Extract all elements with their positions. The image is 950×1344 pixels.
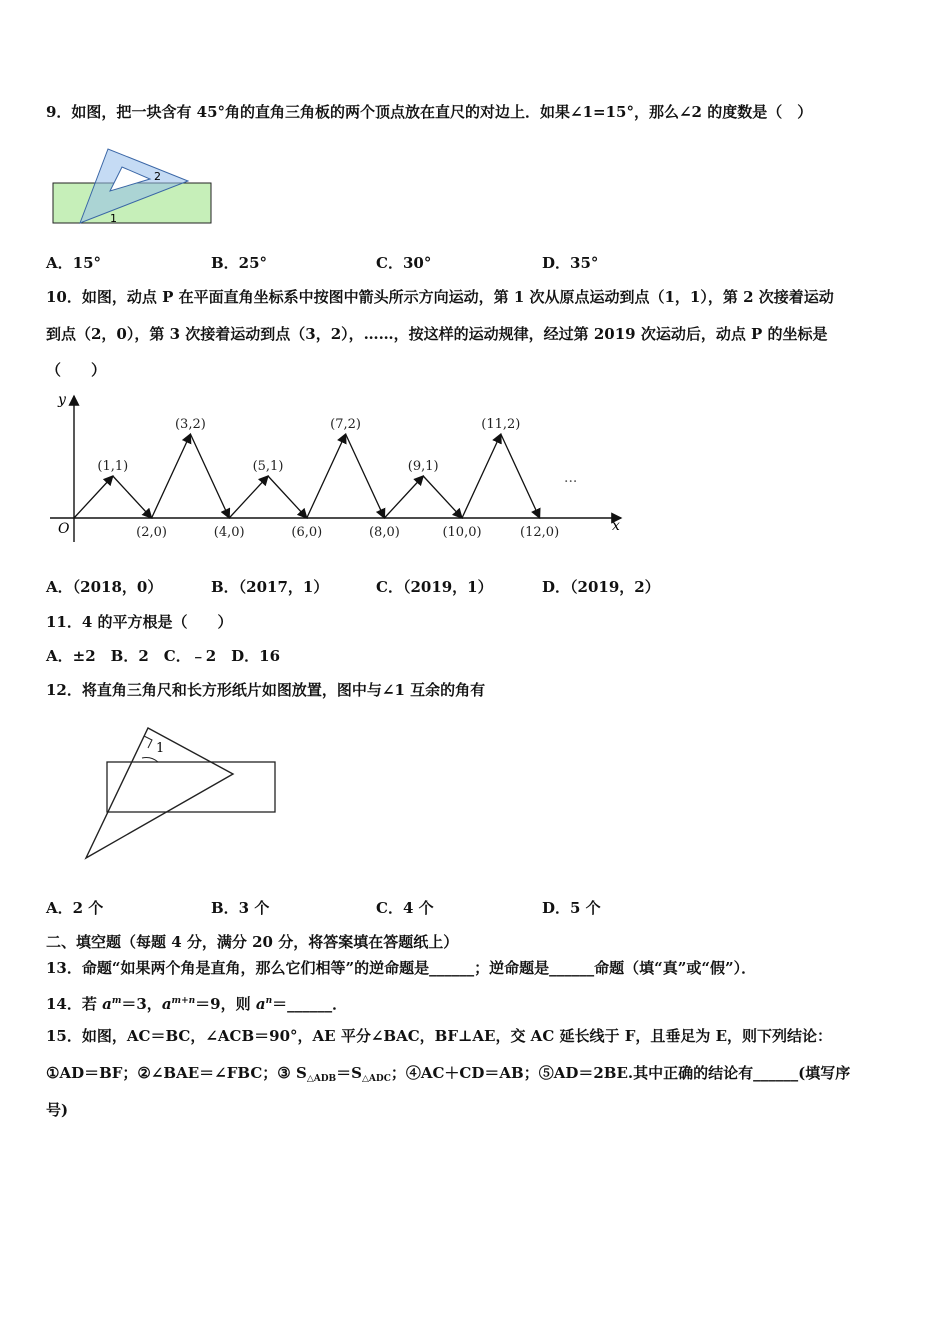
q10-option-a: A．（2018，0） [46,578,163,596]
path-segment-5 [229,476,268,518]
q9-stem: 9．如图，把一块含有 45°角的直角三角板的两个顶点放在直尺的对边上．如果∠1=15°，那么∠2 的度数是（ ） [46,103,813,121]
q12-option-b: B．3 个 [211,899,270,917]
q14-eq2: ＝9，则 [195,995,256,1013]
q15-line2 [46,1063,850,1089]
q11-options: A．±2 B．2 C．﹣2 D．16 [46,647,281,665]
angle-1-label: 1 [156,741,165,756]
q9-option-d: D．35° [542,254,599,272]
point-label: (6,0) [291,525,323,540]
rectangle-paper [107,762,275,812]
right-angle-mark [144,736,152,748]
q12-option-a: A．2 个 [46,899,104,917]
q12-stem: 12．将直角三角尺和长方形纸片如图放置，图中与∠1 互余的角有 [46,681,486,699]
q15-eq: ＝S [336,1064,362,1082]
q14-exp-mn: m+n [171,996,196,1006]
path-segment-3 [152,434,191,518]
path-segment-1 [74,476,113,518]
point-label: (10,0) [442,525,482,540]
section-2-heading: 二、填空题（每题 4 分，满分 20 分，将答案填在答题纸上） [46,933,459,951]
point-label: (4,0) [213,525,245,540]
point-label: (1,1) [97,459,129,474]
angle-1-arc [142,758,158,763]
q12-option-c: C．4 个 [376,899,434,917]
q14-base-a: a [102,995,112,1013]
path-segment-7 [307,434,346,518]
q10-option-b: B．（2017，1） [211,578,329,596]
point-label: (2,0) [136,525,168,540]
continuation-dots: ··· [564,474,578,490]
q12-figure [78,722,284,864]
point-label: (3,2) [174,417,206,432]
q14-base-a3: a [255,995,266,1013]
q15-sub1: △ADB [306,1074,337,1084]
point-label: (12,0) [520,525,560,540]
q10-option-d: D．（2019，2） [542,578,660,596]
q15-part-b: ；④AC＋CD＝AB；⑤AD＝2BE.其中正确的结论有______(填写序 [390,1064,851,1082]
q15-line3: 号) [46,1101,69,1119]
q12-option-d: D．5 个 [542,899,601,917]
q14-exp-n: n [265,996,273,1006]
q14-eq1: ＝3， [121,995,162,1013]
q14-num: 14．若 [46,995,103,1013]
q14-stem [46,991,347,1014]
y-axis-label: y [58,392,66,408]
path-segment-8 [346,434,385,518]
point-label: (11,2) [481,417,521,432]
q9-option-b: B．25° [211,254,268,272]
q15-part-a: ①AD＝BF；②∠BAE＝∠FBC；③ S [46,1064,307,1082]
point-label: (7,2) [330,417,362,432]
point-label: (8,0) [368,525,400,540]
q10-stem-line2: 到点（2，0），第 3 次接着运动到点（3，2），……，按这样的运动规律，经过第 2019 次运动后，动点 P 的坐标是 [46,325,828,343]
origin-label: O [58,521,70,537]
q10-figure [46,390,636,550]
q15-sub2: △ADC [361,1074,391,1084]
path-segment-10 [423,476,462,518]
path-segment-11 [462,434,501,518]
q15-line1: 15．如图，AC＝BC，∠ACB＝90°，AE 平分∠BAC，BF⊥AE，交 AC 延长线于 F，且垂足为 E，则下列结论： [46,1027,833,1045]
q9-option-a: A．15° [46,254,102,272]
path-segment-6 [268,476,307,518]
q10-option-c: C．（2019，1） [376,578,493,596]
angle-2-label: 2 [154,170,161,183]
q11-stem: 11．4 的平方根是（ ） [46,613,233,631]
path-segment-4 [190,434,229,518]
path-segment-9 [384,476,423,518]
q14-eq3: ＝______． [272,995,348,1013]
q14-exp-m: m [111,996,122,1006]
path-segment-2 [113,476,152,518]
point-label: (9,1) [407,459,439,474]
point-label: (5,1) [252,459,284,474]
q9-option-c: C．30° [376,254,432,272]
q13-stem: 13．命题“如果两个角是直角，那么它们相等”的逆命题是______；逆命题是______命题（填“真”或“假”）． [46,959,757,977]
angle-1-label: 1 [110,212,117,225]
q14-base-a2: a [161,995,172,1013]
q9-figure [50,145,216,227]
q10-stem-line3: （ ） [46,361,107,379]
x-axis-label: x [612,518,620,534]
q10-stem-line1: 10．如图，动点 P 在平面直角坐标系中按图中箭头所示方向运动，第 1 次从原点运动到点（1，1），第 2 次接着运动 [46,288,834,306]
path-segment-12 [501,434,540,518]
